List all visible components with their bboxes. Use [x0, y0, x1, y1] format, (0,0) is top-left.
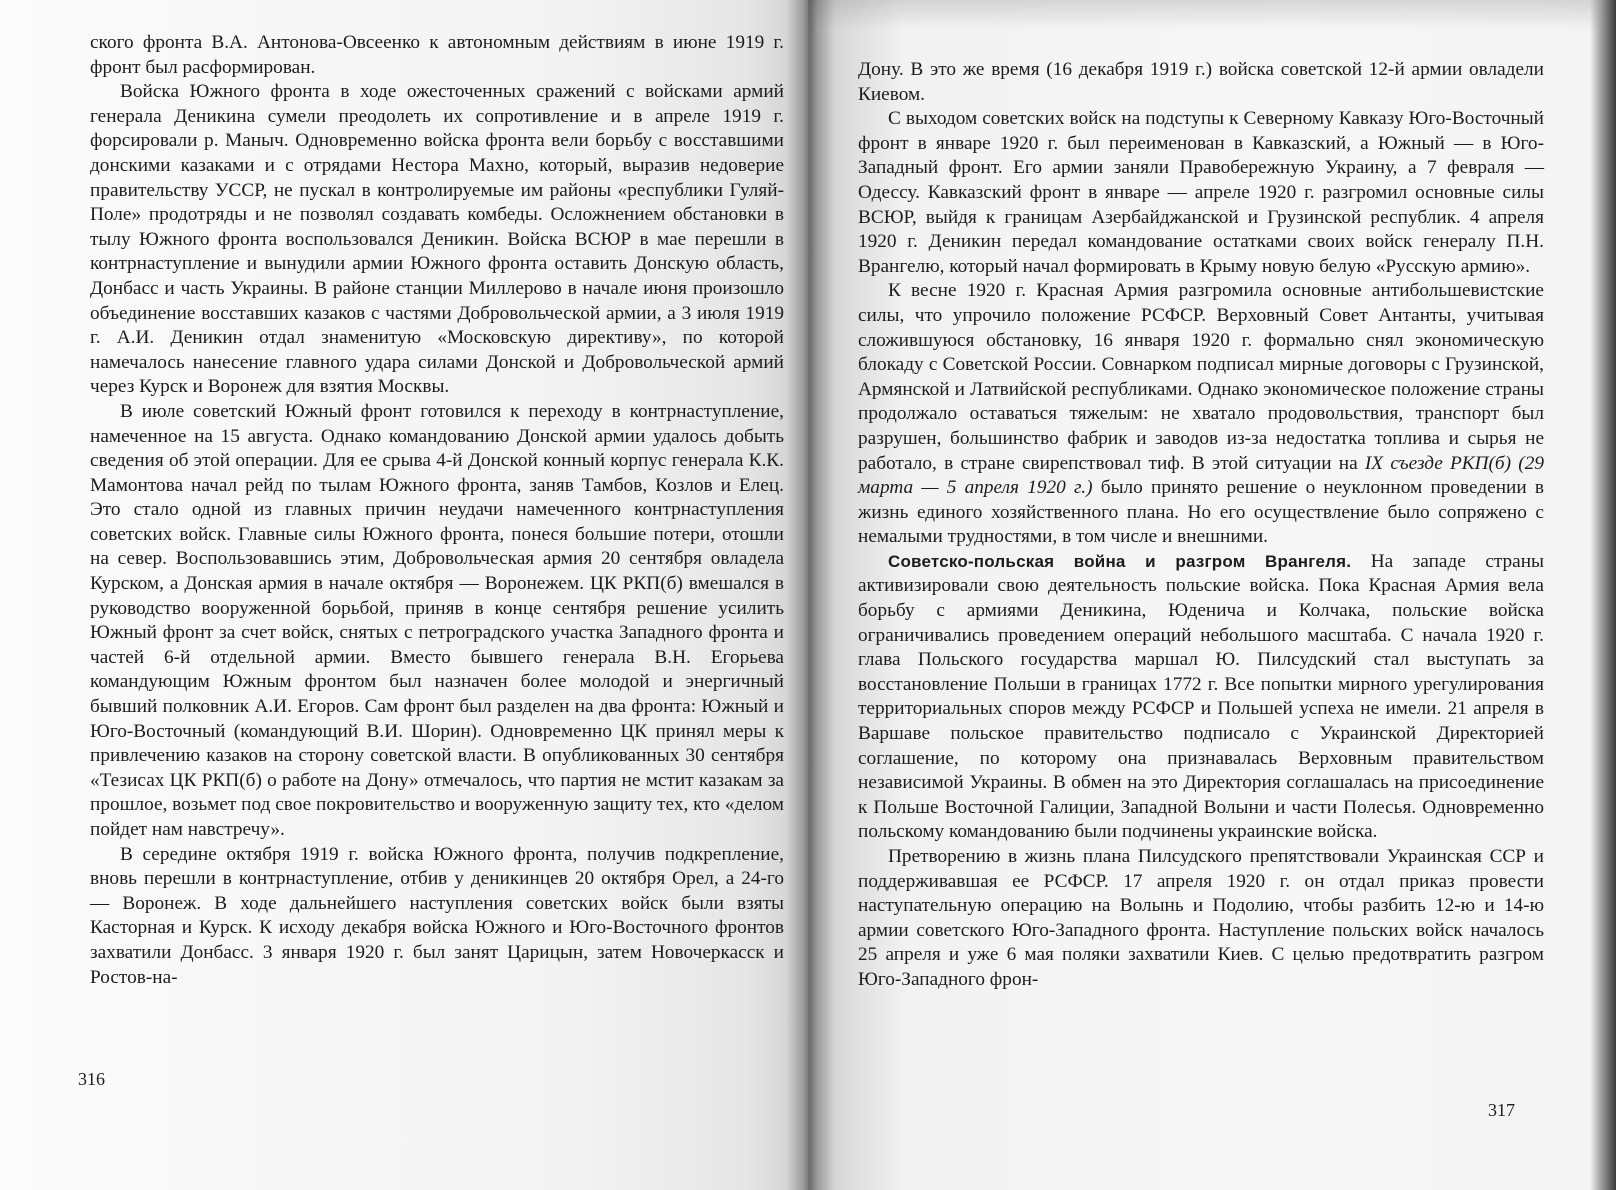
left-paragraph-4: В середине октября 1919 г. войска Южного фронта, получив подкрепление, вновь перешли в контрнаступление, отбив у деникинцев 20 октября Орел, а 24-го — Воронеж. В ходе дальнейшего наступления советских войск были взяты Касторная и Курск. К исходу декабря войска Южного и Юго-Восточного фронтов захватили Донбасс. 3 января 1920 г. был занят Царицын, затем Новочеркасск и Ростов-на-: [90, 843, 784, 988]
left-page-text: [90, 31, 784, 990]
right-page-number: 317: [1488, 1100, 1515, 1120]
left-paragraph-1: ского фронта В.А. Антонова-Овсеенко к автономным действиям в июне 1919 г. фронт был расформирован.: [90, 32, 784, 78]
page-shadow: [808, 0, 1616, 30]
right-page-text: [858, 58, 1544, 993]
book-gutter: [786, 0, 834, 1190]
congress-reference: IX съезде РКП(б) (29 марта — 5 апреля 1920 г.): [858, 452, 1544, 499]
page-edge-shadow: [1590, 0, 1616, 1190]
right-paragraph-3-start: К весне 1920 г. Красная Армия разгромила основные антибольшевистские силы, что упрочило положение РСФСР. Верховный Совет Антанты, учитывая сложившуюся обстановку, 16 января 1920 г. формально снял экономическую блокаду с Советской России. Совнарком подписал мирные договоры с Грузинской, Армянской и Латвийской республиками. Однако экономическое положение страны продолжало оставаться тяжелым: не хватало продовольствия, транспорт был разрушен, большинство фабрик и заводов из-за недостатка топлива и сырья не работало, в стране свирепствовал тиф. В этой ситуации на: [858, 280, 1544, 474]
left-page-number: 316: [78, 1069, 105, 1089]
left-paragraph-2: Войска Южного фронта в ходе ожесточенных сражений с войсками армий генерала Деникина сумели преодолеть их сопротивление и в апреле 1919 г. форсировали р. Маныч. Одновременно войска фронта вели борьбу с восставшими донскими казаками и с отрядами Нестора Махно, который, выразив недоверие правительству УССР, не пускал в контролируемые им районы «республики Гуляй-Поле» продотряды и не позволял создавать комбеды. Осложнением обстановки в тылу Южного фронта воспользовался Деникин. Войска ВСЮР в мае перешли в контрнаступление и вынудили армии Южного фронта оставить Донскую область, Донбасс и часть Украины. В районе станции Миллерово в начале июня произошло объединение восставших казаков с частями Добровольческой армии, а 3 июля 1919 г. А.И. Деникин отдал знаменитую «Московскую директиву», по которой намечалось нанесение главного удара силами Донской и Добровольческой армий через Курск и Воронеж для взятия Москвы.: [90, 81, 784, 398]
right-paragraph-3: [858, 279, 1544, 550]
section-heading: Советско-польская война и разгром Врангеля.: [888, 551, 1352, 571]
left-paragraph-3: В июле советский Южный фронт готовился к переходу в контрнаступление, намеченное на 15 августа. Однако командованию Донской армии удалось добыть сведения об этой операции. Для ее срыва 4-й Донской конный корпус генерала К.К. Мамонтова начал рейд по тылам Южного фронта, заняв Тамбов, Козлов и Елец. Это стало одной из главных причин неудачи намеченного контрнаступления советских войск. Главные силы Южного фронта, понеся большие потери, отошли на север. Воспользовавшись этим, Добровольческая армия 20 сентября овладела Курском, а Донская армия в начале октября — Воронежем. ЦК РКП(б) вмешался в руководство вооруженной борьбой, приняв в конце сентября решение усилить Южный фронт за счет войск, снятых с петроградского участка Западного фронта и частей 6-й отдельной армии. Вместо бывшего генерала В.Н. Егорьева командующим Южным фронтом был назначен более молодой и энергичный бывший полковник А.И. Егоров. Сам фронт был разделен на два фронта: Южный и Юго-Восточный (командующий В.И. Шорин). Одновременно ЦК принял меры к привлечению казаков на сторону советской власти. В опубликованных 30 сентября «Тезисах ЦК РКП(б) о работе на Дону» отмечалось, что партия не мстит казакам за прошлое, возьмет под свое покровительство и вооруженную защиту тех, кто «делом пойдет нам навстречу».: [90, 400, 784, 840]
right-paragraph-5: Претворению в жизнь плана Пилсудского препятствовали Украинская ССР и поддерживавшая ее РСФСР. 17 апреля 1920 г. он отдал приказ провести наступательную операцию на Волынь и Подолию, чтобы разбить 12-ю и 14-ю армии советского Юго-Западного фронта. Наступление польских войск началось 25 апреля и уже 6 мая поляки захватили Киев. С целью предотвратить разгром Юго-Западного фрон-: [858, 846, 1544, 990]
right-paragraph-3-end: было принято решение о неуклонном проведении в жизнь единого хозяйственного плана. Но его осуществление было сопряжено с немалыми трудностями, в том числе и внешними.: [858, 477, 1544, 548]
right-paragraph-4: [858, 550, 1544, 845]
right-paragraph-2: С выходом советских войск на подступы к Северному Кавказу Юго-Восточный фронт в январе 1920 г. был переименован в Кавказский, а Южный — в Юго-Западный фронт. Его армии заняли Правобережную Украину, а 7 февраля — Одессу. Кавказский фронт в январе — апреле 1920 г. разгромил основные силы ВСЮР, выйдя к границам Азербайджанской и Грузинской республик. 4 апреля 1920 г. Деникин передал командование остатками своих войск генералу П.Н. Врангелю, который начал формировать в Крыму новую белую «Русскую армию».: [858, 108, 1544, 277]
right-paragraph-4-text: На западе страны активизировали свою деятельность польские войска. Пока Красная Армия вела борьбу с армиями Деникина, Юденича и Колчака, польские войска ограничивались проведением операций небольшого масштаба. С начала 1920 г. глава Польского государства маршал Ю. Пилсудский стал выступать за восстановление Польши в границах 1772 г. Все попытки мирного урегулирования территориальных споров между РСФСР и Польшей успеха не имели. 21 апреля в Варшаве польское правительство подписало с Украинской Директорией соглашение, по которому она признавалась Верховным правительством независимой Украины. В обмен на это Директория соглашалась на присоединение к Польше Восточной Галиции, Западной Волыни и части Полесья. Одновременно польскому командованию были подчинены украинские войска.: [858, 550, 1545, 843]
right-paragraph-1: Дону. В это же время (16 декабря 1919 г.) войска советской 12-й армии овладели Киевом.: [858, 59, 1544, 105]
